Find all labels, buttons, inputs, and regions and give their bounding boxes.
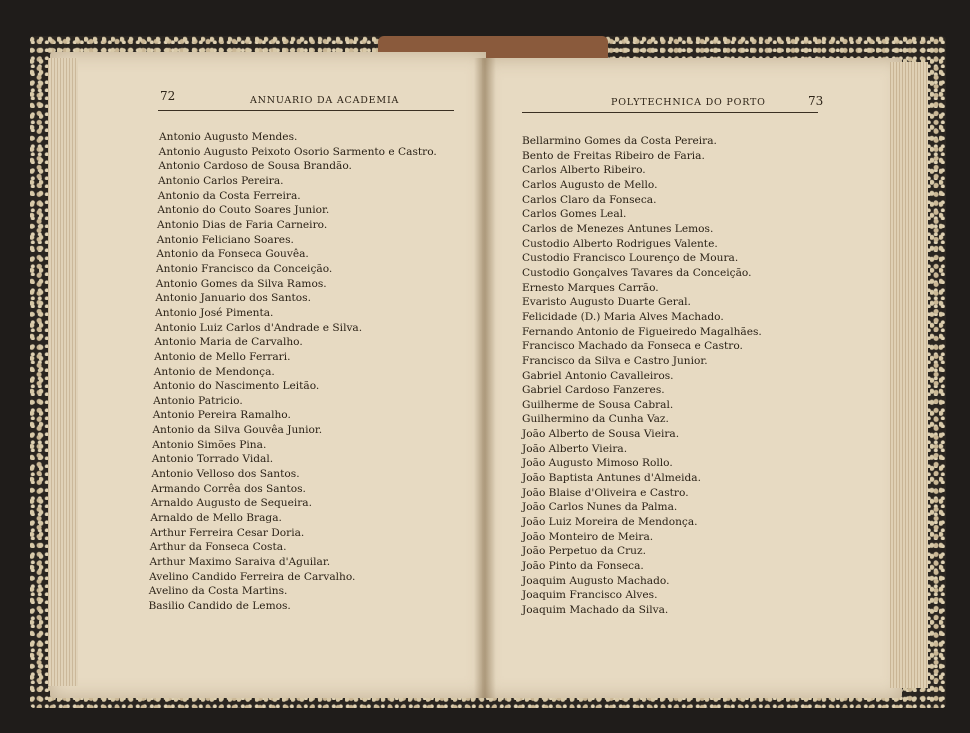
name-entry: Felicidade (D.) Maria Alves Machado.	[522, 310, 724, 323]
left-page-number: 72	[160, 89, 176, 103]
name-entry: Armando Corrêa dos Santos.	[151, 482, 306, 495]
name-entry: Antonio Torrado Vidal.	[151, 453, 274, 466]
name-entry: Arthur Maximo Saraiva d'Aguilar.	[149, 556, 331, 569]
name-entry: Custodio Francisco Lourenço de Moura.	[522, 252, 739, 265]
name-entry: Antonio Cardoso de Sousa Brandão.	[158, 160, 352, 173]
name-entry: Gabriel Cardoso Fanzeres.	[522, 384, 665, 397]
name-entry: Bento de Freitas Ribeiro de Faria.	[522, 149, 705, 162]
book-gutter	[474, 58, 496, 698]
name-entry: Gabriel Antonio Cavalleiros.	[522, 369, 674, 382]
right-page-edges	[890, 62, 928, 688]
name-entry: Fernando Antonio de Figueiredo Magalhães.	[522, 325, 762, 338]
name-entry: João Luiz Moreira de Mendonça.	[522, 516, 698, 529]
name-entry: Avelino Candido Ferreira de Carvalho.	[149, 570, 356, 583]
name-entry: Basilio Candido de Lemos.	[148, 600, 291, 612]
name-entry: Carlos Gomes Leal.	[522, 208, 627, 221]
name-entry: João Perpetuo da Cruz.	[522, 545, 646, 558]
name-entry: Francisco da Silva e Castro Junior.	[522, 354, 708, 367]
name-entry: Arnaldo de Mello Braga.	[150, 512, 282, 525]
name-entry: João Alberto de Sousa Vieira.	[522, 428, 680, 441]
name-entry: Antonio Dias de Faria Carneiro.	[157, 218, 328, 231]
name-entry: Antonio Gomes da Silva Ramos.	[155, 277, 327, 290]
name-entry: Antonio José Pimenta.	[155, 306, 274, 319]
name-entry: Guilhermino da Cunha Vaz.	[522, 413, 669, 426]
name-entry: Antonio Pereira Ramalho.	[152, 409, 291, 422]
name-entry: Joaquim Machado da Silva.	[522, 604, 669, 616]
name-entry: Antonio Maria de Carvalho.	[154, 336, 303, 349]
name-entry: Antonio Feliciano Soares.	[156, 233, 294, 246]
name-entry: Arthur Ferreira Cesar Doria.	[150, 526, 305, 539]
left-name-list	[148, 130, 437, 614]
name-entry: Arthur da Fonseca Costa.	[149, 541, 287, 554]
name-entry: Joaquim Francisco Alves.	[522, 589, 658, 602]
name-entry: João Alberto Vieira.	[522, 442, 628, 455]
name-entry: Bellarmino Gomes da Costa Pereira.	[522, 135, 717, 147]
name-entry: Arnaldo Augusto de Sequeira.	[150, 497, 312, 510]
name-entry: Antonio Patricio.	[153, 394, 243, 407]
name-entry: João Baptista Antunes d'Almeida.	[522, 472, 701, 485]
name-entry: Antonio Simões Pina.	[152, 438, 267, 451]
name-entry: Ernesto Marques Carrão.	[522, 281, 659, 294]
name-entry: João Blaise d'Oliveira e Castro.	[522, 486, 689, 499]
name-entry: Custodio Alberto Rodrigues Valente.	[522, 237, 718, 250]
name-entry: Antonio de Mello Ferrari.	[154, 350, 291, 363]
right-name-list	[522, 134, 762, 618]
name-entry: Antonio da Silva Gouvêa Junior.	[152, 424, 323, 437]
name-entry: Antonio Augusto Mendes.	[159, 131, 298, 143]
name-entry: João Carlos Nunes da Palma.	[522, 501, 678, 514]
left-running-header: ANNUARIO DA ACADEMIA	[250, 95, 400, 106]
name-entry: Antonio de Mendonça.	[153, 365, 275, 378]
name-entry: Antonio Francisco da Conceição.	[156, 262, 333, 275]
name-entry: Custodio Gonçalves Tavares da Conceição.	[522, 266, 752, 279]
name-entry: João Augusto Mimoso Rollo.	[522, 457, 673, 470]
left-page-edges	[48, 58, 78, 686]
name-entry: Antonio Augusto Peixoto Osorio Sarmento e Castro.	[158, 145, 437, 158]
name-entry: Carlos Alberto Ribeiro.	[522, 164, 646, 177]
name-entry: João Monteiro de Meira.	[522, 530, 654, 543]
name-entry: Carlos Claro da Fonseca.	[522, 193, 657, 206]
name-entry: Joaquim Augusto Machado.	[522, 574, 670, 587]
left-header-rule	[158, 110, 454, 111]
name-entry: Avelino da Costa Martins.	[148, 585, 288, 598]
name-entry: Antonio Velloso dos Santos.	[151, 468, 300, 481]
name-entry: Francisco Machado da Fonseca e Castro.	[522, 340, 743, 353]
name-entry: Guilherme de Sousa Cabral.	[522, 398, 674, 411]
name-entry: Evaristo Augusto Duarte Geral.	[522, 296, 691, 309]
name-entry: Carlos de Menezes Antunes Lemos.	[522, 222, 714, 235]
name-entry: João Pinto da Fonseca.	[522, 560, 644, 573]
right-page-number: 73	[808, 94, 824, 108]
name-entry: Antonio do Couto Soares Junior.	[157, 204, 330, 217]
name-entry: Antonio Luiz Carlos d'Andrade e Silva.	[154, 321, 363, 334]
name-entry: Antonio Carlos Pereira.	[158, 174, 284, 187]
name-entry: Carlos Augusto de Mello.	[522, 178, 658, 191]
name-entry: Antonio da Fonseca Gouvêa.	[156, 248, 309, 261]
right-header-rule	[522, 112, 818, 113]
right-running-header: POLYTECHNICA DO PORTO	[611, 97, 766, 108]
name-entry: Antonio Januario dos Santos.	[155, 292, 311, 305]
name-entry: Antonio da Costa Ferreira.	[157, 189, 301, 202]
name-entry: Antonio do Nascimento Leitão.	[153, 380, 320, 393]
